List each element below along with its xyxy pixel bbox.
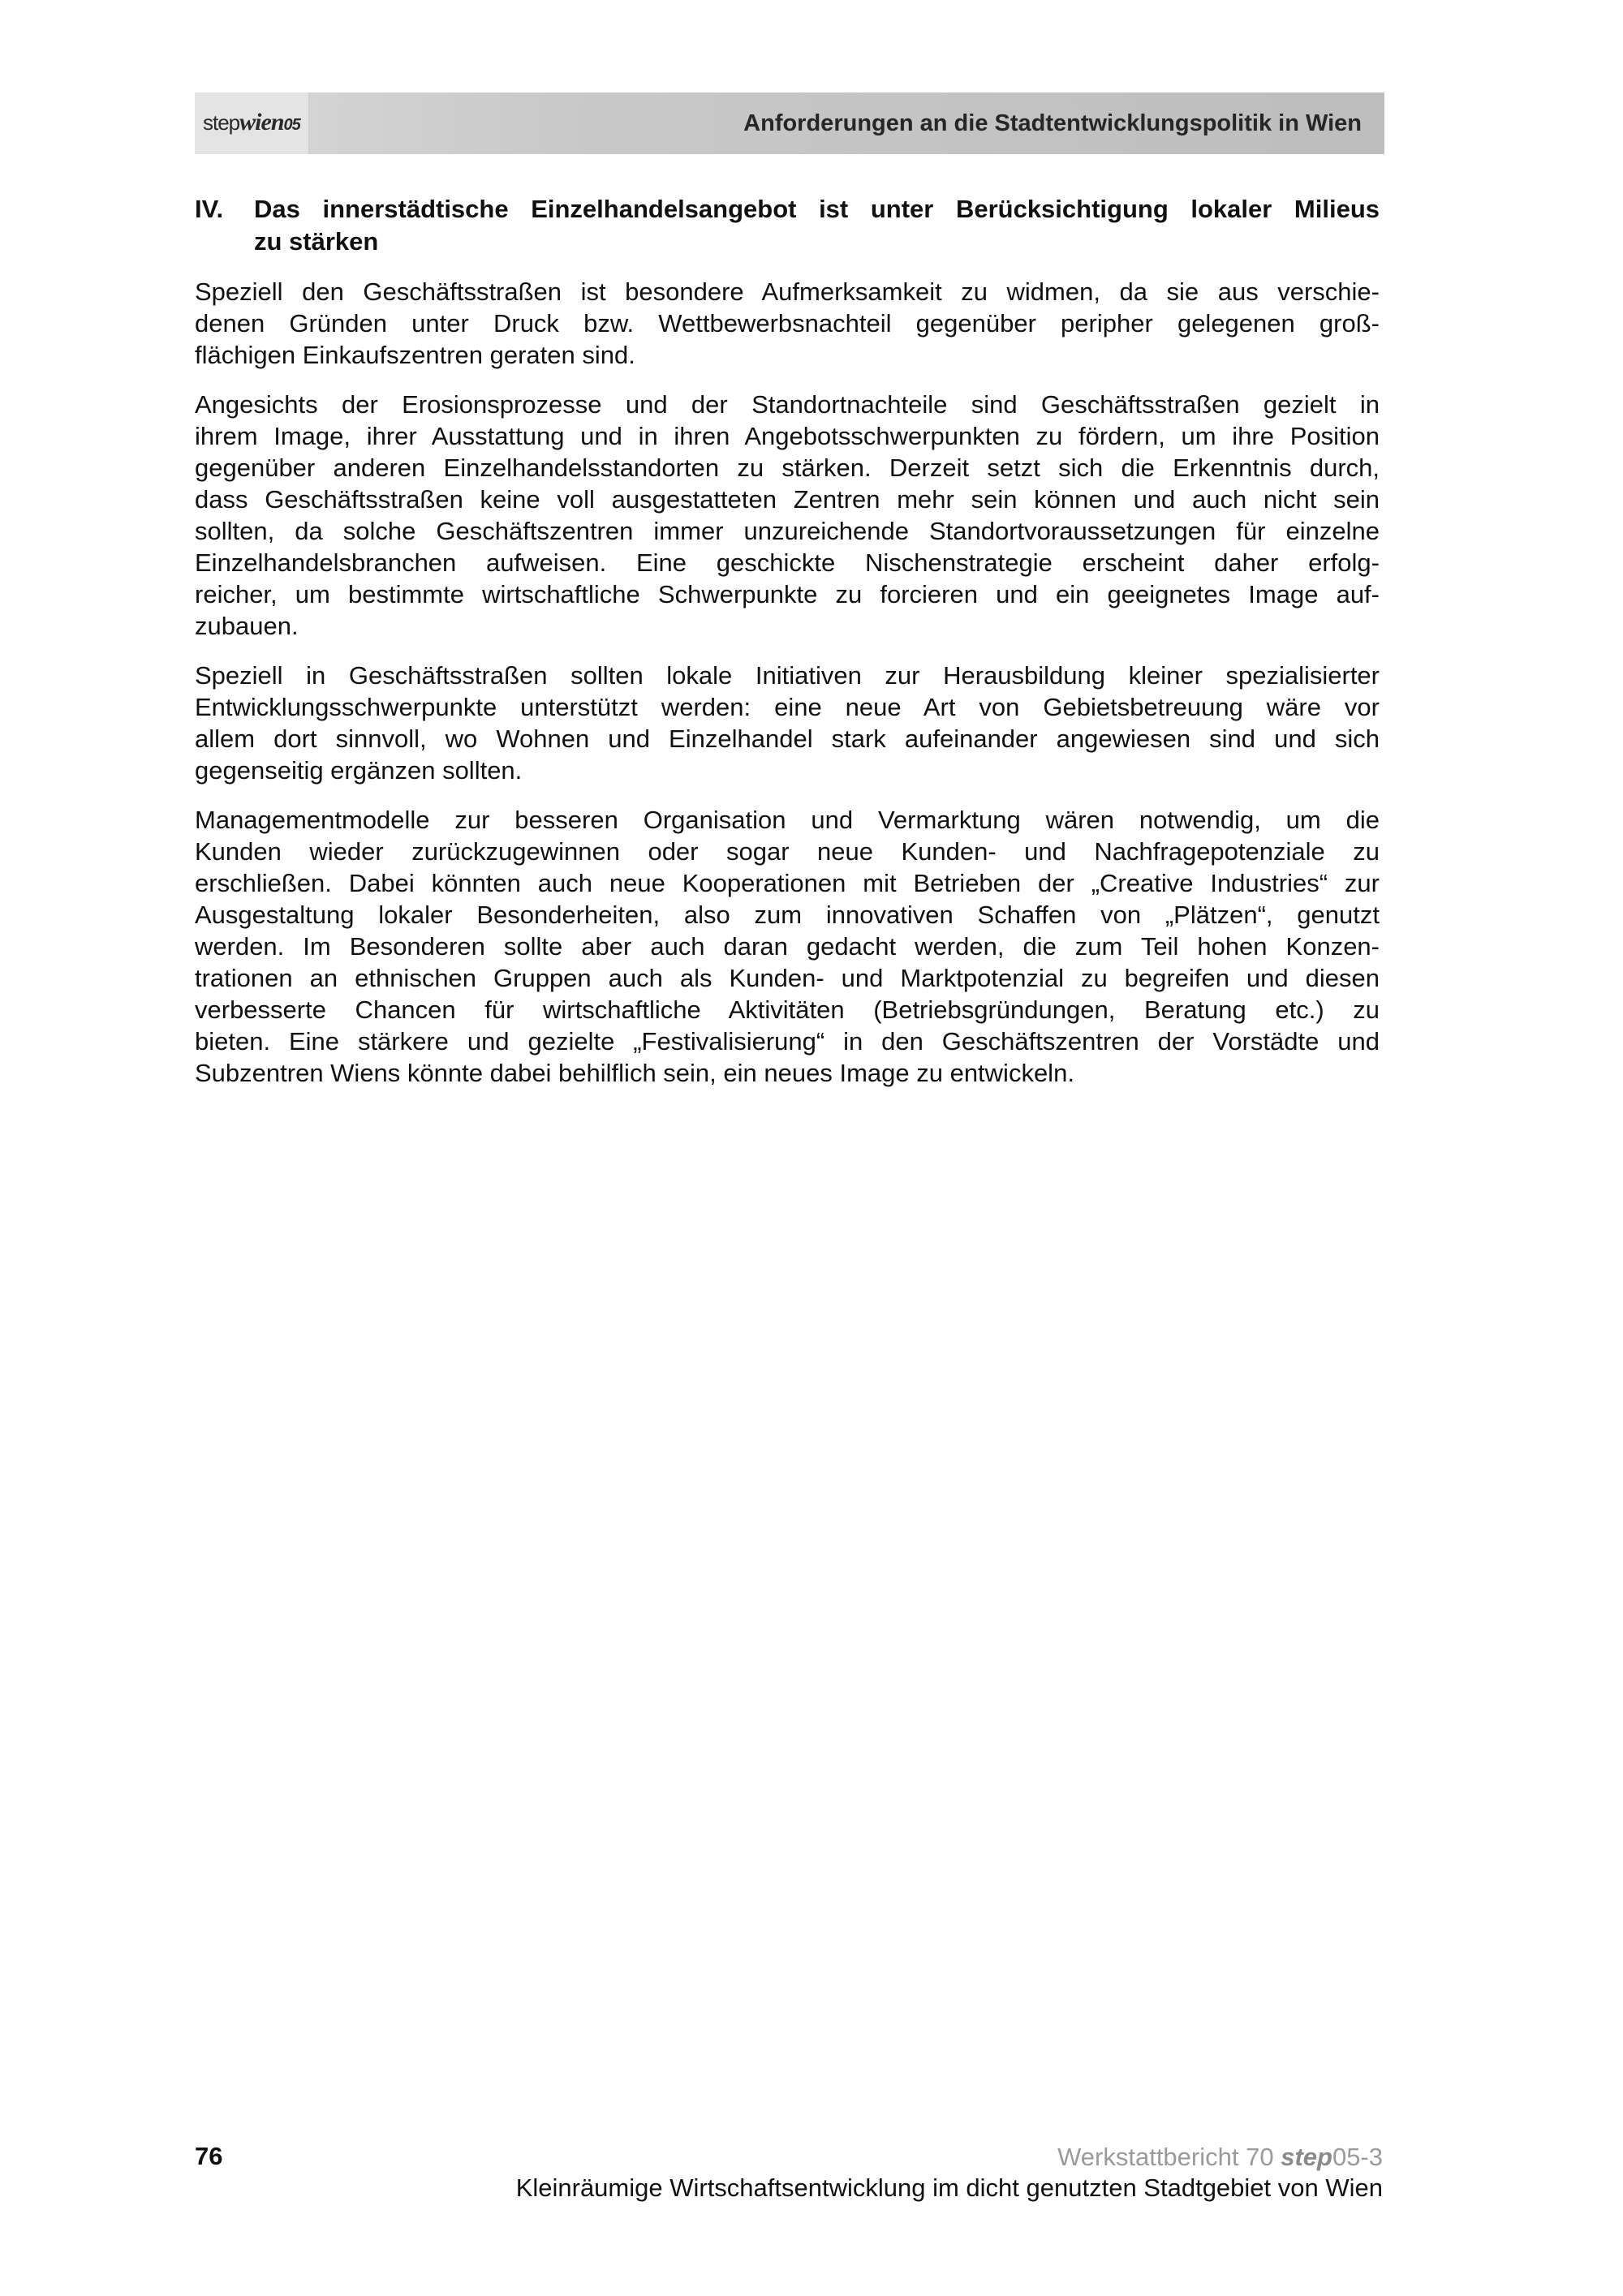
- logo-wien: wien: [239, 109, 284, 135]
- logo-step: step: [203, 110, 240, 135]
- page-header: [195, 92, 1384, 154]
- header-title: Anforderungen an die Stadtentwicklungspolitik in Wien: [743, 110, 1362, 136]
- step-wien-logo: [195, 92, 310, 154]
- text-line: werden. Im Besonderen sollte aber auch daran gedacht werden, die zum Teil hohen Konzen-: [195, 932, 1380, 961]
- text-line: Speziell in Geschäftsstraßen sollten lokale Initiativen zur Herausbildung kleiner spezialisierter: [195, 661, 1380, 690]
- text-line: trationen an ethnischen Gruppen auch als Kunden- und Marktpotenzial zu begreifen und diesen: [195, 964, 1380, 992]
- body-paragraph: [195, 276, 1380, 371]
- section-number: IV.: [195, 195, 224, 223]
- report-suffix: 05-3: [1332, 2143, 1383, 2171]
- text-line: Einzelhandelsbranchen aufweisen. Eine geschickte Nischenstrategie erscheint daher erfolg-: [195, 548, 1380, 577]
- page-footer: [516, 2142, 1383, 2204]
- text-line: gegenseitig ergänzen sollten.: [195, 756, 523, 785]
- logo-year: 05: [283, 116, 300, 134]
- text-line: Speziell den Geschäftsstraßen ist besondere Aufmerksamkeit zu widmen, da sie aus verschie-: [195, 277, 1380, 306]
- section-title-line: Das innerstädtische Einzelhandelsangebot ist unter Berücksichtigung lokaler Milieus: [254, 195, 1380, 223]
- report-prefix: Werkstattbericht 70: [1057, 2143, 1281, 2171]
- text-line: sollten, da solche Geschäftszentren immer unzureichende Standortvoraussetzungen für einzelne: [195, 517, 1380, 545]
- text-line: dass Geschäftsstraßen keine voll ausgestatteten Zentren mehr sein können und auch nicht sein: [195, 485, 1380, 514]
- body-paragraph: [195, 804, 1380, 1089]
- text-line: ihrem Image, ihrer Ausstattung und in ihren Angebotsschwerpunkten zu fördern, um ihre Position: [195, 422, 1380, 450]
- report-step: step: [1281, 2143, 1332, 2171]
- text-line: Ausgestaltung lokaler Besonderheiten, also zum innovativen Schaffen von „Plätzen“, genutzt: [195, 901, 1380, 929]
- logo-text: [203, 109, 300, 136]
- text-line: verbesserte Chancen für wirtschaftliche Aktivitäten (Betriebsgründungen, Beratung etc.) zu: [195, 995, 1380, 1024]
- text-line: reicher, um bestimmte wirtschaftliche Schwerpunkte zu forcieren und ein geeignetes Image auf-: [195, 580, 1380, 608]
- text-line: Angesichts der Erosionsprozesse und der Standortnachteile sind Geschäftsstraßen gezielt in: [195, 390, 1380, 419]
- section-heading: [195, 193, 1380, 258]
- text-line: bieten. Eine stärkere und gezielte „Festivalisierung“ in den Geschäftszentren der Vorstädte und: [195, 1027, 1380, 1056]
- text-line: Kunden wieder zurückzugewinnen oder sogar neue Kunden- und Nachfragepotenziale zu: [195, 837, 1380, 866]
- text-line: Managementmodelle zur besseren Organisation und Vermarktung wären notwendig, um die: [195, 806, 1380, 834]
- body-paragraph: [195, 660, 1380, 786]
- section-title-line: zu stärken: [254, 227, 379, 256]
- main-content: [195, 193, 1380, 1107]
- text-line: Entwicklungsschwerpunkte unterstützt werden: eine neue Art von Gebietsbetreuung wäre vor: [195, 693, 1380, 721]
- report-reference: [516, 2142, 1383, 2173]
- text-line: zubauen.: [195, 612, 299, 640]
- page-number: 76: [195, 2142, 223, 2170]
- text-line: Subzentren Wiens könnte dabei behilflich sein, ein neues Image zu entwickeln.: [195, 1059, 1074, 1087]
- report-subtitle: Kleinräumige Wirtschaftsentwicklung im dicht genutzten Stadtgebiet von Wien: [515, 2173, 1383, 2202]
- text-line: gegenüber anderen Einzelhandelsstandorten zu stärken. Derzeit setzt sich die Erkenntnis durch,: [195, 454, 1380, 482]
- text-line: allem dort sinnvoll, wo Wohnen und Einzelhandel stark aufeinander angewiesen sind und sich: [195, 724, 1380, 753]
- text-line: erschließen. Dabei könnten auch neue Kooperationen mit Betrieben der „Creative Industries“ zur: [195, 869, 1380, 897]
- text-line: flächigen Einkaufszentren geraten sind.: [195, 341, 635, 369]
- body-paragraph: [195, 389, 1380, 642]
- text-line: denen Gründen unter Druck bzw. Wettbewerbsnachteil gegenüber peripher gelegenen groß-: [195, 309, 1380, 338]
